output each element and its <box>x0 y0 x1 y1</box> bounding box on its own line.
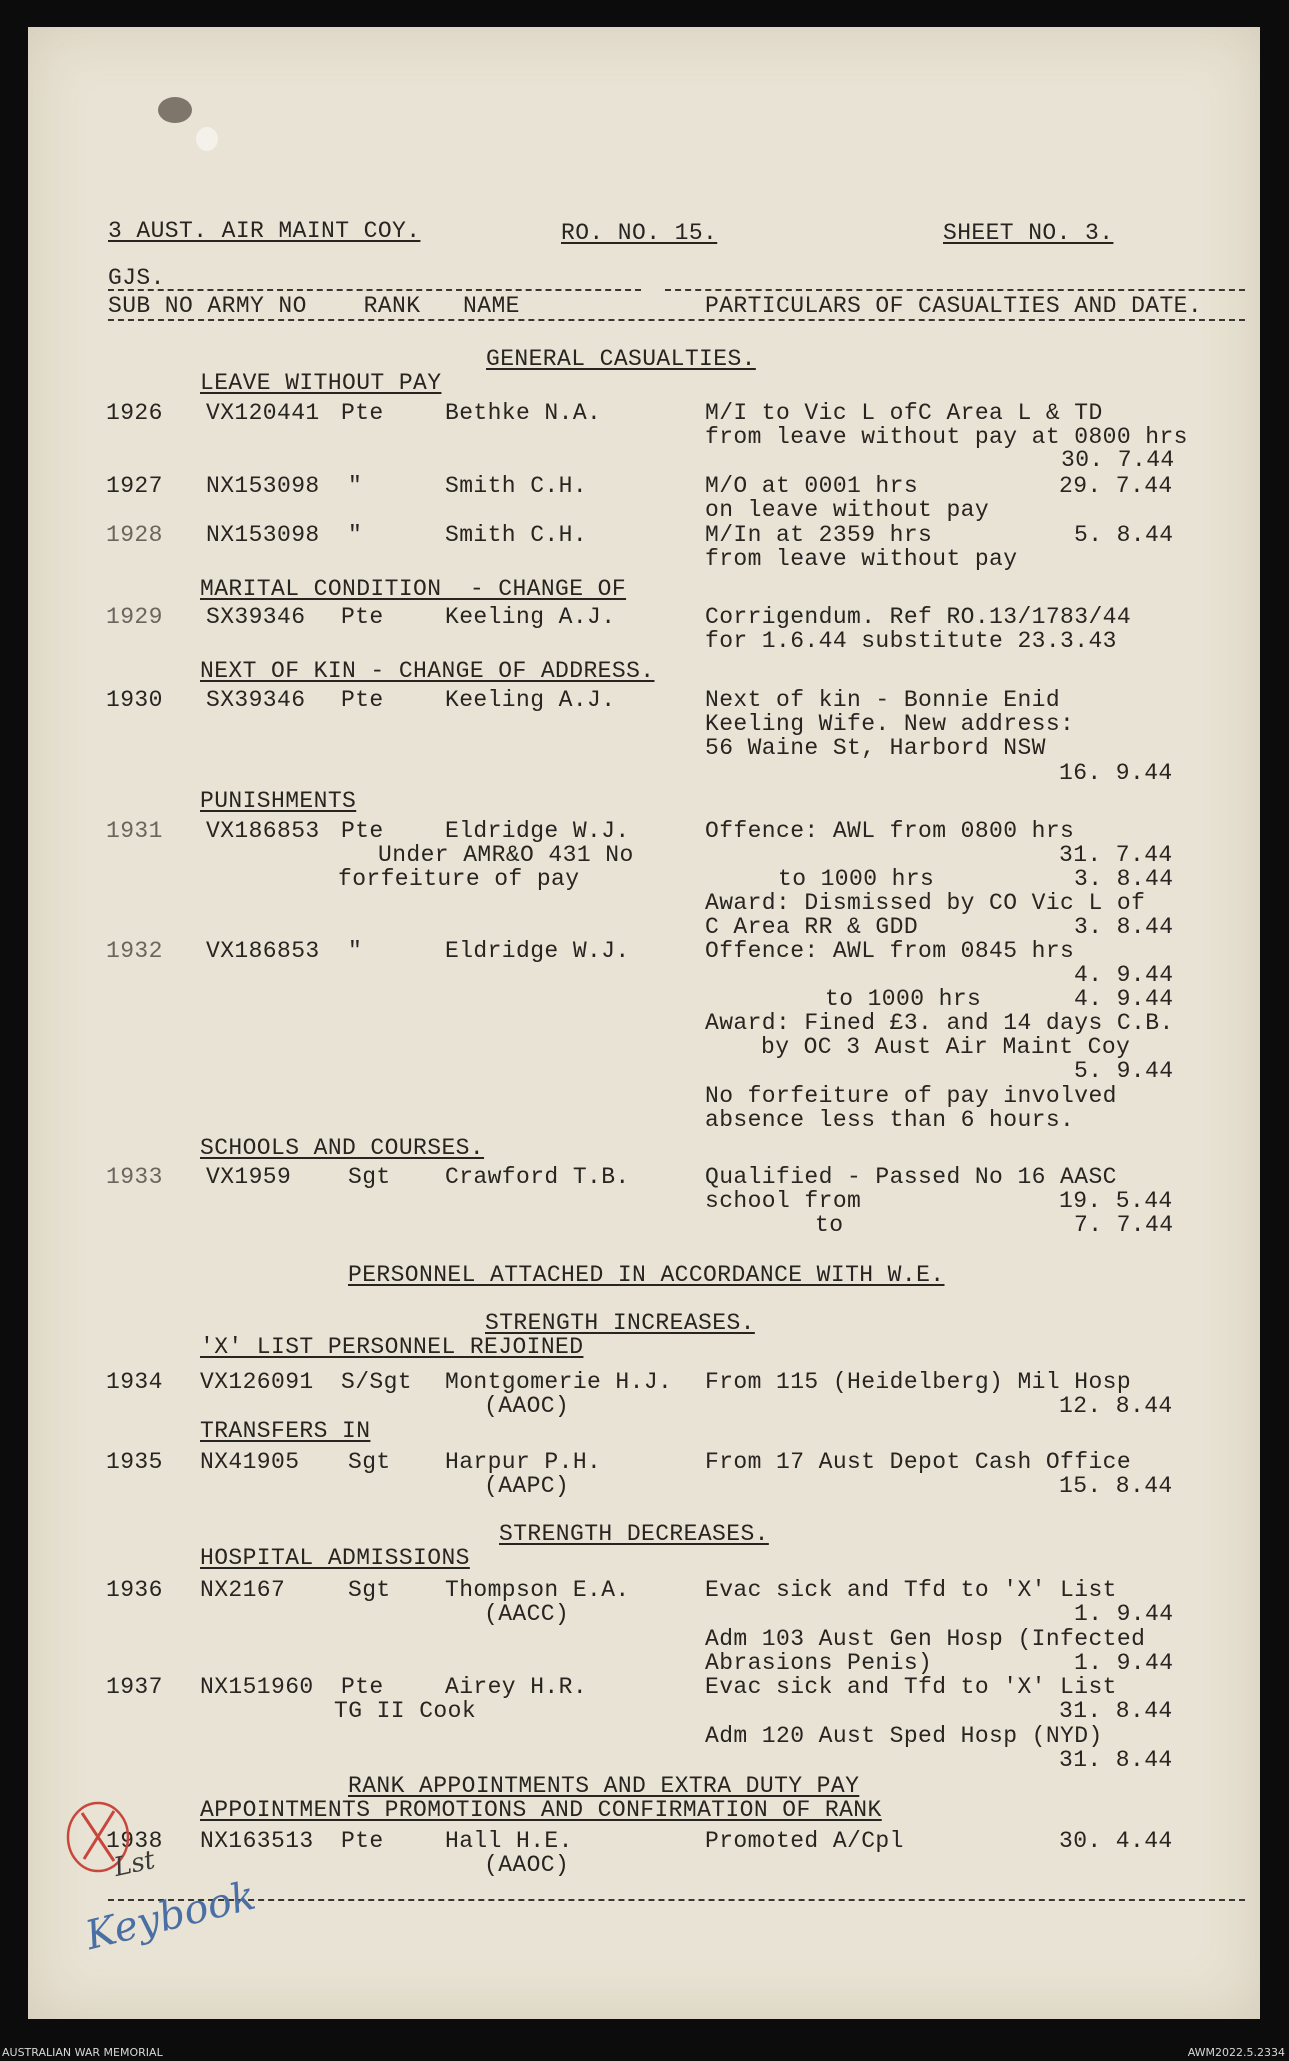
section-heading: PERSONNEL ATTACHED IN ACCORDANCE WITH W.E. <box>348 1262 945 1288</box>
subsection-heading: APPOINTMENTS PROMOTIONS AND CONFIRMATION OF RANK <box>200 1797 882 1823</box>
section-heading: STRENGTH DECREASES. <box>499 1521 769 1547</box>
particulars-line: From 17 Aust Depot Cash Office <box>705 1449 1132 1475</box>
date: 3. 8.44 <box>1074 866 1174 892</box>
subsection-heading: 'X' LIST PERSONNEL REJOINED <box>200 1334 584 1360</box>
subsection-heading: NEXT OF KIN - CHANGE OF ADDRESS. <box>200 658 655 684</box>
particulars-line: for 1.6.44 substitute 23.3.43 <box>705 628 1117 654</box>
date: 1. 9.44 <box>1074 1650 1174 1676</box>
column-headers: SUB NO ARMY NO RANK NAME <box>108 293 520 319</box>
particulars-line: to 1000 hrs <box>825 986 982 1012</box>
particulars-line: Offence: AWL from 0845 hrs <box>705 938 1075 964</box>
name: Montgomerie H.J. <box>445 1369 673 1395</box>
name: Airey H.R. <box>445 1674 588 1700</box>
date: 30. 7.44 <box>1061 447 1175 473</box>
particulars-line: Offence: AWL from 0800 hrs <box>705 818 1075 844</box>
date: 15. 8.44 <box>1059 1473 1173 1499</box>
particulars-line: Award: Fined £3. and 14 days C.B. <box>705 1010 1174 1036</box>
section-heading: RANK APPOINTMENTS AND EXTRA DUTY PAY <box>348 1773 860 1799</box>
particulars-line: Adm 120 Aust Sped Hosp (NYD) <box>705 1723 1103 1749</box>
date: 5. 8.44 <box>1074 522 1174 548</box>
name: Keeling A.J. <box>445 687 616 713</box>
rank: Pte <box>341 687 384 713</box>
date: 12. 8.44 <box>1059 1393 1173 1419</box>
name: Smith C.H. <box>445 522 588 548</box>
name: Bethke N.A. <box>445 400 602 426</box>
army-number: NX2167 <box>200 1577 286 1603</box>
date: 31. 8.44 <box>1059 1698 1173 1724</box>
corps: (AACC) <box>484 1601 570 1627</box>
particulars-line: M/I to Vic L ofC Area L & TD <box>705 400 1103 426</box>
date: 31. 7.44 <box>1059 842 1173 868</box>
corps: (AAOC) <box>484 1393 570 1419</box>
army-number: VX186853 <box>206 818 320 844</box>
particulars-line: school from <box>705 1188 862 1214</box>
particulars-line: M/In at 2359 hrs <box>705 522 933 548</box>
subsection-heading: LEAVE WITHOUT PAY <box>200 370 442 396</box>
section-heading: STRENGTH INCREASES. <box>485 1310 755 1336</box>
sub-number: 1926 <box>106 400 163 426</box>
name: Crawford T.B. <box>445 1164 630 1190</box>
sub-number: 1936 <box>106 1577 163 1603</box>
particulars-line: Abrasions Penis) <box>705 1650 933 1676</box>
army-number: NX151960 <box>200 1674 314 1700</box>
date: 31. 8.44 <box>1059 1747 1173 1773</box>
name: Harpur P.H. <box>445 1449 602 1475</box>
corps: TG II Cook <box>334 1698 477 1724</box>
rule <box>108 319 1245 321</box>
rule <box>665 289 1245 291</box>
rank: Sgt <box>348 1164 391 1190</box>
sub-number: 1935 <box>106 1449 163 1475</box>
particulars-line: Keeling Wife. New address: <box>705 711 1075 737</box>
army-number: SX39346 <box>206 604 306 630</box>
sub-number: 1933 <box>106 1164 163 1190</box>
particulars-line: No forfeiture of pay involved <box>705 1083 1117 1109</box>
army-number: NX41905 <box>200 1449 300 1475</box>
army-number: VX120441 <box>206 400 320 426</box>
date: 4. 9.44 <box>1074 986 1174 1012</box>
sub-number: 1934 <box>106 1369 163 1395</box>
particulars-line: Evac sick and Tfd to 'X' List <box>705 1577 1117 1603</box>
subsection-heading: HOSPITAL ADMISSIONS <box>200 1545 470 1571</box>
particulars-line: Corrigendum. Ref RO.13/1783/44 <box>705 604 1132 630</box>
date: 29. 7.44 <box>1059 473 1173 499</box>
rank: Sgt <box>348 1449 391 1475</box>
date: 30. 4.44 <box>1059 1828 1173 1854</box>
army-number: VX186853 <box>206 938 320 964</box>
rank: Pte <box>341 400 384 426</box>
name: Eldridge W.J. <box>445 818 630 844</box>
particulars-line: Qualified - Passed No 16 AASC <box>705 1164 1117 1190</box>
initials: GJS. <box>108 265 165 291</box>
sub-number: 1927 <box>106 473 163 499</box>
date: 4. 9.44 <box>1074 962 1174 988</box>
particulars-line: absence less than 6 hours. <box>705 1107 1075 1133</box>
rule <box>108 289 641 291</box>
ro-number: RO. NO. 15. <box>561 220 718 246</box>
date: 3. 8.44 <box>1074 914 1174 940</box>
name: Smith C.H. <box>445 473 588 499</box>
name: Eldridge W.J. <box>445 938 630 964</box>
particulars-line: Promoted A/Cpl <box>705 1828 904 1854</box>
particulars-line: Evac sick and Tfd to 'X' List <box>705 1674 1117 1700</box>
note-line: forfeiture of pay <box>338 866 580 892</box>
note-line: Under AMR&O 431 No <box>378 842 634 868</box>
rank: " <box>348 522 363 548</box>
date: 5. 9.44 <box>1074 1058 1174 1084</box>
rank: Pte <box>341 1828 384 1854</box>
rule <box>108 1899 1245 1901</box>
document-sheet <box>28 27 1260 2019</box>
footer-left: AUSTRALIAN WAR MEMORIAL <box>2 2046 163 2059</box>
date: 7. 7.44 <box>1074 1212 1174 1238</box>
unit-name: 3 AUST. AIR MAINT COY. <box>108 218 421 244</box>
army-number: NX153098 <box>206 522 320 548</box>
sub-number: 1932 <box>106 938 163 964</box>
rank: Sgt <box>348 1577 391 1603</box>
particulars-line: Adm 103 Aust Gen Hosp (Infected <box>705 1626 1146 1652</box>
date: 16. 9.44 <box>1059 760 1173 786</box>
particulars-line: to 1000 hrs <box>778 866 935 892</box>
particulars-line: from leave without pay <box>705 546 1018 572</box>
rank: Pte <box>341 604 384 630</box>
sub-number: 1928 <box>106 522 163 548</box>
sub-number: 1937 <box>106 1674 163 1700</box>
army-number: SX39346 <box>206 687 306 713</box>
rank: " <box>348 938 363 964</box>
particulars-line: C Area RR & GDD <box>705 914 919 940</box>
date: 1. 9.44 <box>1074 1601 1174 1627</box>
paper-stain <box>196 127 218 151</box>
sub-number: 1938 <box>106 1828 163 1854</box>
subsection-heading: SCHOOLS AND COURSES. <box>200 1135 485 1161</box>
particulars-line: From 115 (Heidelberg) Mil Hosp <box>705 1369 1132 1395</box>
particulars-line: Award: Dismissed by CO Vic L of <box>705 890 1146 916</box>
pencil-annotation: Lst <box>111 1845 158 1883</box>
sub-number: 1931 <box>106 818 163 844</box>
subsection-heading: TRANSFERS IN <box>200 1418 371 1444</box>
army-number: NX163513 <box>200 1828 314 1854</box>
army-number: VX126091 <box>200 1369 314 1395</box>
particulars-line: by OC 3 Aust Air Maint Coy <box>761 1034 1131 1060</box>
section-heading: GENERAL CASUALTIES. <box>486 346 756 372</box>
particulars-line: Next of kin - Bonnie Enid <box>705 687 1061 713</box>
subsection-heading: PUNISHMENTS <box>200 788 357 814</box>
particulars-line: from leave without pay at 0800 hrs <box>705 424 1188 450</box>
sheet-number: SHEET NO. 3. <box>943 220 1114 246</box>
particulars-line: 56 Waine St, Harbord NSW <box>705 735 1046 761</box>
rank: Pte <box>341 1674 384 1700</box>
footer-right: AWM2022.5.2334 <box>1187 2046 1285 2059</box>
date: 19. 5.44 <box>1059 1188 1173 1214</box>
corps: (AAOC) <box>484 1852 570 1878</box>
rank: Pte <box>341 818 384 844</box>
ink-annotation: Keybook <box>81 1872 261 1960</box>
name: Keeling A.J. <box>445 604 616 630</box>
particulars-line: M/O at 0001 hrs <box>705 473 919 499</box>
corps: (AAPC) <box>484 1473 570 1499</box>
name: Thompson E.A. <box>445 1577 630 1603</box>
particulars-line: to <box>815 1212 844 1238</box>
sub-number: 1929 <box>106 604 163 630</box>
rank: " <box>348 473 363 499</box>
sub-number: 1930 <box>106 687 163 713</box>
army-number: NX153098 <box>206 473 320 499</box>
name: Hall H.E. <box>445 1828 573 1854</box>
army-number: VX1959 <box>206 1164 292 1190</box>
paper-stain <box>158 97 192 123</box>
rank: S/Sgt <box>341 1369 413 1395</box>
particulars-line: on leave without pay <box>705 497 990 523</box>
particulars-header: PARTICULARS OF CASUALTIES AND DATE. <box>705 293 1203 319</box>
subsection-heading: MARITAL CONDITION - CHANGE OF <box>200 576 627 602</box>
